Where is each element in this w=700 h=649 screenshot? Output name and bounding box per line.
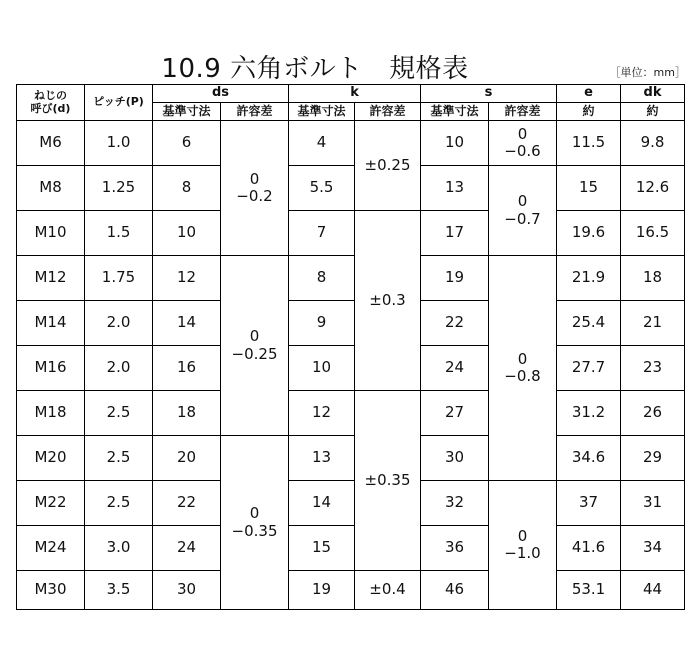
header-s: s bbox=[421, 85, 557, 103]
header-k-basic: 基準寸法 bbox=[289, 103, 355, 121]
header-e: e bbox=[557, 85, 621, 103]
header-ds-tolerance: 許容差 bbox=[221, 103, 289, 121]
table-row bbox=[17, 481, 685, 526]
cell-s: 17 bbox=[421, 211, 489, 256]
cell-e: 27.7 bbox=[557, 346, 621, 391]
cell-ds: 8 bbox=[153, 166, 221, 211]
k-tolerance-2: ±0.3 bbox=[355, 211, 421, 391]
cell-e: 21.9 bbox=[557, 256, 621, 301]
table-row bbox=[17, 346, 685, 391]
table-row bbox=[17, 436, 685, 481]
cell-d: M18 bbox=[17, 391, 85, 436]
cell-dk: 31 bbox=[621, 481, 685, 526]
cell-s: 22 bbox=[421, 301, 489, 346]
cell-s: 27 bbox=[421, 391, 489, 436]
header-nominal: ねじの 呼び(d) bbox=[17, 85, 85, 121]
cell-k: 13 bbox=[289, 436, 355, 481]
header-ds: ds bbox=[153, 85, 289, 103]
cell-ds: 18 bbox=[153, 391, 221, 436]
cell-ds: 16 bbox=[153, 346, 221, 391]
cell-d: M10 bbox=[17, 211, 85, 256]
ds-tolerance-1: 0 −0.2 bbox=[221, 121, 289, 256]
cell-e: 41.6 bbox=[557, 526, 621, 571]
table-row bbox=[17, 571, 685, 610]
cell-d: M6 bbox=[17, 121, 85, 166]
header-dk: dk bbox=[621, 85, 685, 103]
page-title: 10.9 六角ボルト 規格表 bbox=[161, 54, 469, 84]
cell-ds: 24 bbox=[153, 526, 221, 571]
cell-d: M30 bbox=[17, 571, 85, 610]
cell-dk: 18 bbox=[621, 256, 685, 301]
cell-ds: 20 bbox=[153, 436, 221, 481]
cell-ds: 30 bbox=[153, 571, 221, 610]
header-s-basic: 基準寸法 bbox=[421, 103, 489, 121]
cell-dk: 12.6 bbox=[621, 166, 685, 211]
cell-d: M20 bbox=[17, 436, 85, 481]
cell-k: 5.5 bbox=[289, 166, 355, 211]
cell-d: M16 bbox=[17, 346, 85, 391]
cell-p: 2.0 bbox=[85, 301, 153, 346]
cell-dk: 23 bbox=[621, 346, 685, 391]
header-ds-basic: 基準寸法 bbox=[153, 103, 221, 121]
cell-ds: 22 bbox=[153, 481, 221, 526]
cell-p: 2.0 bbox=[85, 346, 153, 391]
cell-e: 19.6 bbox=[557, 211, 621, 256]
cell-k: 9 bbox=[289, 301, 355, 346]
s-tolerance-1: 0 −0.6 bbox=[489, 121, 557, 166]
cell-p: 2.5 bbox=[85, 391, 153, 436]
cell-ds: 12 bbox=[153, 256, 221, 301]
cell-ds: 10 bbox=[153, 211, 221, 256]
cell-s: 46 bbox=[421, 571, 489, 610]
cell-s: 10 bbox=[421, 121, 489, 166]
unit-label: ［単位：mm］ bbox=[609, 66, 686, 79]
cell-e: 37 bbox=[557, 481, 621, 526]
cell-k: 8 bbox=[289, 256, 355, 301]
k-tolerance-1: ±0.25 bbox=[355, 121, 421, 211]
s-tolerance-3: 0 −0.8 bbox=[489, 256, 557, 481]
cell-s: 13 bbox=[421, 166, 489, 211]
cell-e: 15 bbox=[557, 166, 621, 211]
ds-tolerance-3: 0 −0.35 bbox=[221, 436, 289, 610]
cell-k: 12 bbox=[289, 391, 355, 436]
cell-p: 1.0 bbox=[85, 121, 153, 166]
spec-table bbox=[16, 84, 685, 610]
cell-s: 32 bbox=[421, 481, 489, 526]
header-k: k bbox=[289, 85, 421, 103]
s-tolerance-2: 0 −0.7 bbox=[489, 166, 557, 256]
cell-k: 10 bbox=[289, 346, 355, 391]
cell-k: 19 bbox=[289, 571, 355, 610]
cell-p: 2.5 bbox=[85, 436, 153, 481]
cell-p: 3.5 bbox=[85, 571, 153, 610]
header-k-tolerance: 許容差 bbox=[355, 103, 421, 121]
cell-p: 3.0 bbox=[85, 526, 153, 571]
cell-ds: 6 bbox=[153, 121, 221, 166]
cell-d: M12 bbox=[17, 256, 85, 301]
header-row-1 bbox=[17, 85, 685, 103]
cell-e: 11.5 bbox=[557, 121, 621, 166]
k-tolerance-4: ±0.4 bbox=[355, 571, 421, 610]
s-tolerance-4: 0 −1.0 bbox=[489, 481, 557, 610]
table-row bbox=[17, 391, 685, 436]
cell-p: 1.75 bbox=[85, 256, 153, 301]
cell-s: 24 bbox=[421, 346, 489, 391]
cell-s: 30 bbox=[421, 436, 489, 481]
cell-e: 53.1 bbox=[557, 571, 621, 610]
header-pitch: ピッチ(P) bbox=[85, 85, 153, 121]
cell-s: 36 bbox=[421, 526, 489, 571]
header-dk-approx: 約 bbox=[621, 103, 685, 121]
cell-s: 19 bbox=[421, 256, 489, 301]
cell-d: M14 bbox=[17, 301, 85, 346]
table-row bbox=[17, 166, 685, 211]
table-row bbox=[17, 301, 685, 346]
cell-ds: 14 bbox=[153, 301, 221, 346]
cell-e: 25.4 bbox=[557, 301, 621, 346]
header-s-tolerance: 許容差 bbox=[489, 103, 557, 121]
table-row bbox=[17, 121, 685, 166]
cell-k: 14 bbox=[289, 481, 355, 526]
table-row bbox=[17, 526, 685, 571]
k-tolerance-3: ±0.35 bbox=[355, 391, 421, 571]
cell-k: 15 bbox=[289, 526, 355, 571]
cell-dk: 21 bbox=[621, 301, 685, 346]
cell-dk: 34 bbox=[621, 526, 685, 571]
cell-e: 31.2 bbox=[557, 391, 621, 436]
cell-d: M24 bbox=[17, 526, 85, 571]
cell-dk: 29 bbox=[621, 436, 685, 481]
cell-d: M8 bbox=[17, 166, 85, 211]
table-row bbox=[17, 211, 685, 256]
cell-dk: 44 bbox=[621, 571, 685, 610]
cell-p: 1.25 bbox=[85, 166, 153, 211]
cell-p: 2.5 bbox=[85, 481, 153, 526]
cell-d: M22 bbox=[17, 481, 85, 526]
cell-p: 1.5 bbox=[85, 211, 153, 256]
cell-dk: 16.5 bbox=[621, 211, 685, 256]
ds-tolerance-2: 0 −0.25 bbox=[221, 256, 289, 436]
cell-k: 7 bbox=[289, 211, 355, 256]
cell-k: 4 bbox=[289, 121, 355, 166]
cell-dk: 26 bbox=[621, 391, 685, 436]
cell-dk: 9.8 bbox=[621, 121, 685, 166]
table-row bbox=[17, 256, 685, 301]
cell-e: 34.6 bbox=[557, 436, 621, 481]
header-e-approx: 約 bbox=[557, 103, 621, 121]
